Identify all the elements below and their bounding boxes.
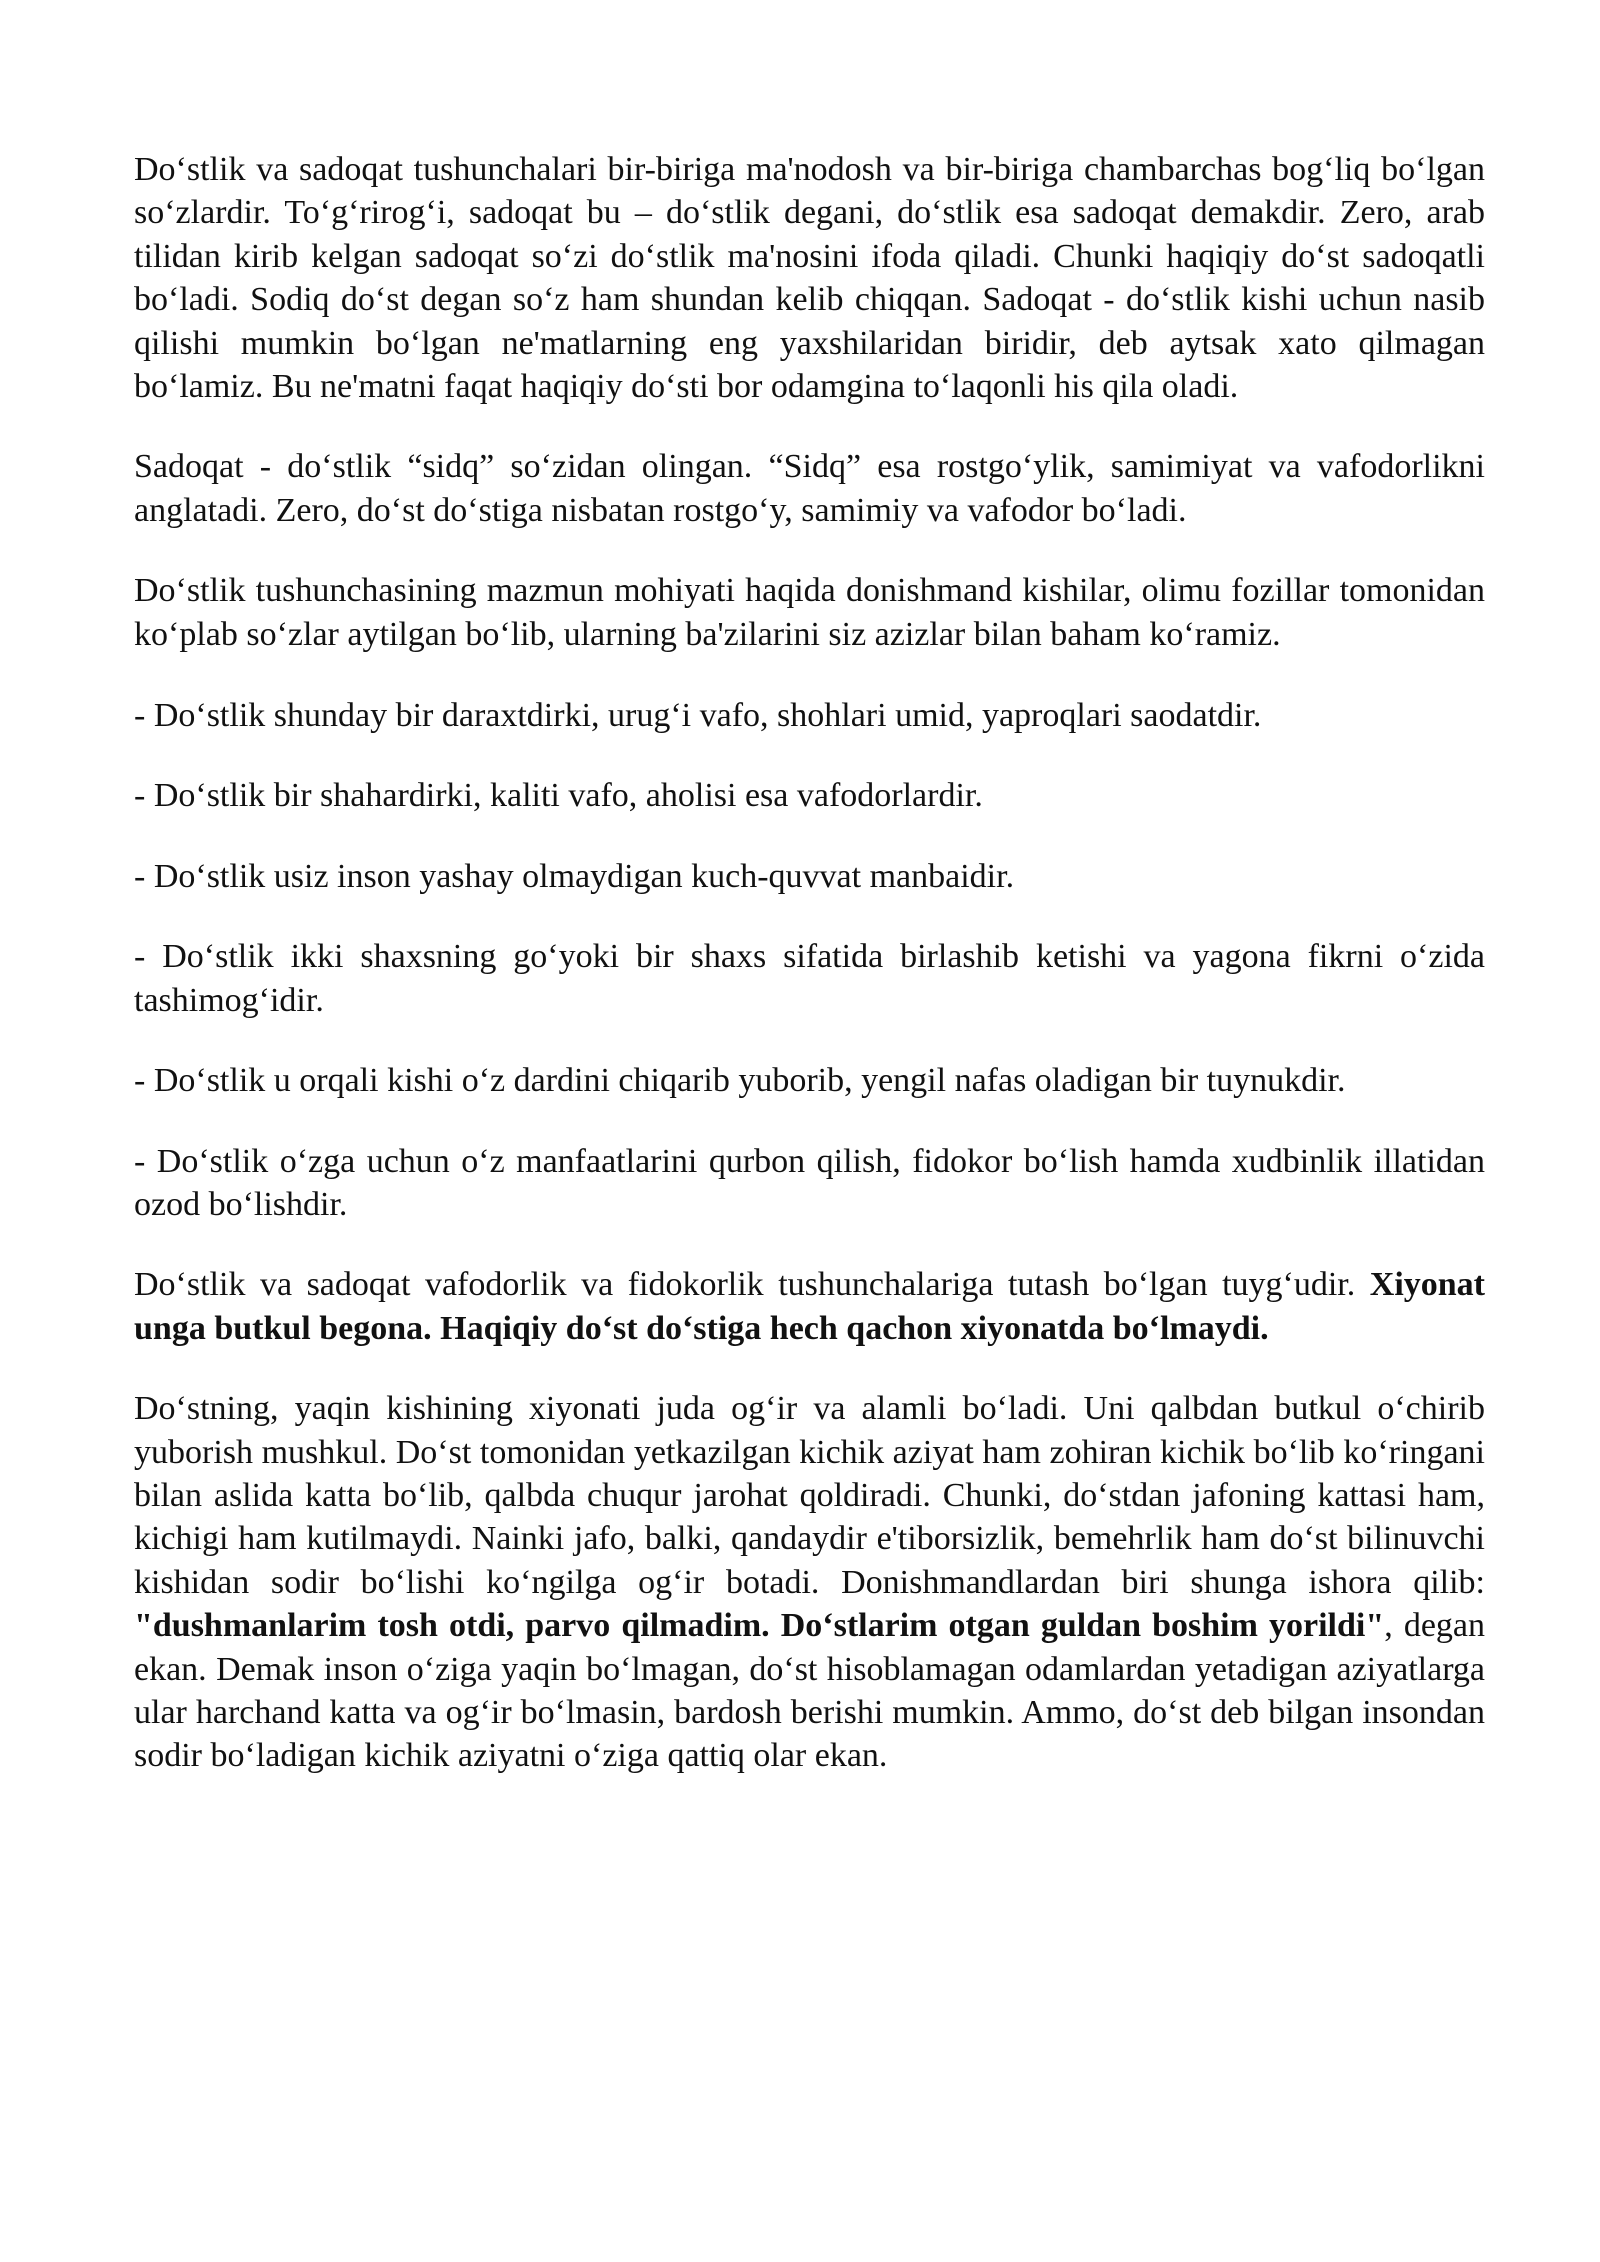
- document-page: [134, 148, 1485, 1778]
- quote-item: - Do‘stlik bir shahardirki, kaliti vafo, aholisi esa vafodorlardir.: [134, 777, 983, 815]
- wise-quote-emphasis: "dushmanlarim tosh otdi, parvo qilmadim. Do‘stlarim otgan guldan boshim yorildi": [134, 1607, 1385, 1645]
- quote-item: - Do‘stlik o‘zga uchun o‘z manfaatlarini qurbon qilish, fidokor bo‘lish hamda xudbinlik illatidan ozod bo‘lishdir.: [134, 1142, 1485, 1223]
- quote-item: - Do‘stlik shunday bir daraxtdirki, urug‘i vafo, shohlari umid, yaproqlari saodatdir.: [134, 697, 1262, 735]
- paragraph-betrayal: [134, 1263, 1485, 1350]
- paragraph-wise-sayings-intro: Do‘stlik tushunchasining mazmun mohiyati haqida donishmand kishilar, olimu fozillar tomonidan ko‘plab so‘zlar aytilgan bo‘lib, ularning ba'zilarini siz azizlar bilan baham ko‘ramiz.: [134, 572, 1485, 653]
- paragraph-sidq: Sadoqat - do‘stlik “sidq” so‘zidan olingan. “Sidq” esa rostgo‘ylik, samimiyat va vafodorlikni anglatadi. Zero, do‘st do‘stiga nisbatan rostgo‘y, samimiy va vafodor bo‘ladi.: [134, 448, 1485, 529]
- paragraph-intro: Do‘stlik va sadoqat tushunchalari bir-biriga ma'nodosh va bir-biriga chambarchas bog‘liq bo‘lgan so‘zlardir. To‘g‘rirog‘i, sadoqat bu – do‘stlik degani, do‘stlik esa sadoqat demakdir. Zero, arab tilidan kirib kelgan sadoqat so‘zi do‘stlik ma'nosini ifoda qiladi. Chunki haqiqiy do‘st sadoqatli bo‘ladi. Sodiq do‘st degan so‘z ham shundan kelib chiqqan. Sadoqat - do‘stlik kishi uchun nasib qilishi mumkin bo‘lgan ne'matlarning eng yaxshilaridan biridir, deb aytsak xato qilmagan bo‘lamiz. Bu ne'matni faqat haqiqiy do‘sti bor odamgina to‘laqonli his qila oladi.: [134, 151, 1485, 406]
- paragraph-betrayal-emphasis: Xiyonat unga butkul begona. Haqiqiy do‘st do‘stiga hech qachon xiyonatda bo‘lmaydi.: [134, 1266, 1485, 1347]
- paragraph-friend-hurt-text-a: Do‘stning, yaqin kishining xiyonati juda og‘ir va alamli bo‘ladi. Uni qalbdan butkul o‘chirib yuborish mushkul. Do‘st tomonidan yetkazilgan kichik aziyat ham zohiran kichik bo‘lib ko‘ringani bilan aslida katta bo‘lib, qalbda chuqur jarohat qoldiradi. Chunki, do‘stdan jafoning kattasi ham, kichigi ham kutilmaydi. Nainki jafo, balki, qandaydir e'tiborsizlik, bemehrlik ham do‘st bilinuvchi kishidan sodir bo‘lishi ko‘ngilga og‘ir botadi. Donishmandlardan biri shunga ishora qilib:: [134, 1390, 1485, 1601]
- quote-item: - Do‘stlik ikki shaxsning go‘yoki bir shaxs sifatida birlashib ketishi va yagona fikrni o‘zida tashimog‘idir.: [134, 938, 1485, 1019]
- paragraph-friend-hurt: [134, 1387, 1485, 1778]
- paragraph-friend-hurt-text-b: , degan ekan. Demak inson o‘ziga yaqin bo‘lmagan, do‘st hisoblamagan odamlardan yetadigan aziyatlarga ular harchand katta va og‘ir bo‘lmasin, bardosh berishi mumkin. Ammo, do‘st deb bilgan insondan sodir bo‘ladigan kichik aziyatni o‘ziga qattiq olar ekan.: [134, 1607, 1485, 1775]
- paragraph-betrayal-text: Do‘stlik va sadoqat vafodorlik va fidokorlik tushunchalariga tutash bo‘lgan tuyg‘udir.: [134, 1266, 1370, 1304]
- quote-item: - Do‘stlik usiz inson yashay olmaydigan kuch-quvvat manbaidir.: [134, 857, 1015, 895]
- quote-item: - Do‘stlik u orqali kishi o‘z dardini chiqarib yuborib, yengil nafas oladigan bir tuynukdir.: [134, 1062, 1346, 1100]
